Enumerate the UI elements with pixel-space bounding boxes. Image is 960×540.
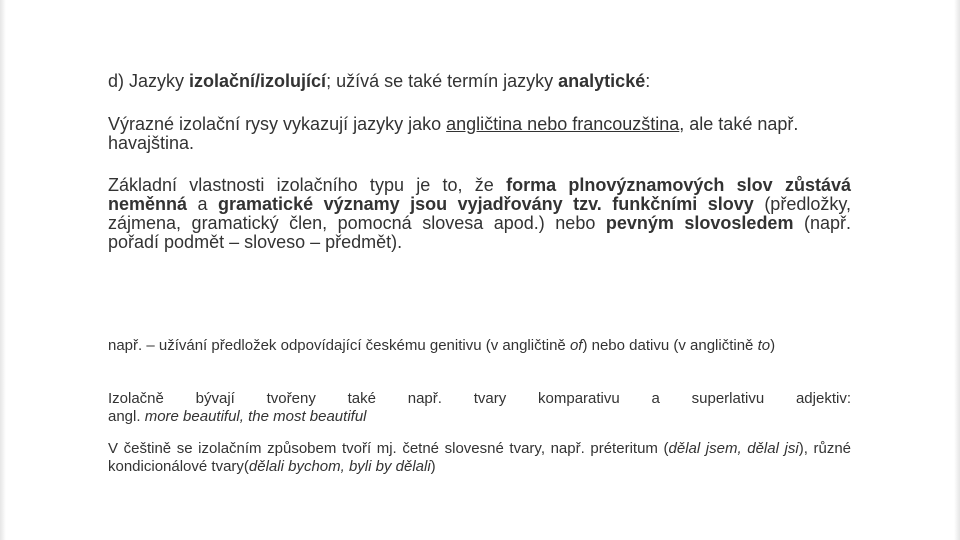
text: ) nebo dativu (v angličtině: [582, 337, 758, 354]
word: a: [651, 390, 660, 407]
paragraph-isolating-languages: [108, 72, 851, 91]
italic-example: dělali bychom, byli by dělali: [248, 458, 431, 475]
paragraph-basic-properties: [108, 176, 851, 252]
word: také: [347, 390, 376, 407]
bold-term: pevným slovosledem: [605, 213, 794, 233]
comparative-example-line: [108, 408, 367, 426]
word: Izolačně: [108, 390, 164, 407]
italic-example: of: [569, 337, 583, 354]
text: Výrazné izolační rysy vykazují jazyky jako: [108, 114, 447, 134]
text: např. – užívání předložek odpovídající českému genitivu (v angličtině: [108, 337, 570, 354]
text: , ale také např. havajština.: [108, 114, 799, 153]
left-edge-shadow: [0, 0, 6, 540]
word: adjektiv:: [795, 390, 851, 407]
word: tvořeny: [266, 390, 316, 407]
text: a: [187, 194, 219, 214]
bold-term: forma plnovýznamových slov zůstává neměnná: [108, 175, 851, 214]
text: ): [770, 337, 776, 354]
text: ; užívá se také termín jazyky: [326, 71, 559, 91]
bold-term: gramatické významy jsou vyjadřovány tzv. funkčními slovy: [218, 194, 754, 214]
text: Základní vlastnosti izolačního typu je to, že: [108, 175, 507, 195]
word: např.: [407, 390, 442, 407]
word: tvary: [473, 390, 507, 407]
text: ), různé kondicionálové tvary(: [108, 440, 852, 475]
text: V češtině se izolačním způsobem tvoří mj. četné slovesné tvary, např. préteritum (: [108, 440, 669, 457]
paragraph-prepositions: [108, 337, 851, 355]
text: (předložky, zájmena, gramatický člen, pomocná slovesa apod.) nebo: [108, 194, 852, 233]
right-edge-shadow: [954, 0, 960, 540]
underlined-text: angličtina nebo francouzština: [446, 114, 680, 134]
text: d) Jazyky: [108, 71, 190, 91]
word: komparativu: [538, 390, 620, 407]
text: angl.: [108, 408, 145, 425]
paragraph-comparative: [108, 390, 851, 426]
italic-example: more beautiful, the most beautiful: [144, 408, 367, 425]
bold-term: izolační/izolující: [189, 71, 327, 91]
italic-example: dělal jsem, dělal jsi: [668, 440, 799, 457]
word: bývají: [195, 390, 235, 407]
text: (např. pořadí podmět – sloveso – předmět).: [108, 213, 851, 252]
italic-example: to: [757, 337, 771, 354]
comparative-line: [108, 390, 851, 408]
bold-term: analytické: [558, 71, 646, 91]
paragraph-czech-forms: [108, 440, 851, 476]
paragraph-examples-languages: [108, 115, 851, 153]
word: superlativu: [691, 390, 765, 407]
text: ): [430, 458, 436, 475]
text: :: [645, 71, 651, 91]
